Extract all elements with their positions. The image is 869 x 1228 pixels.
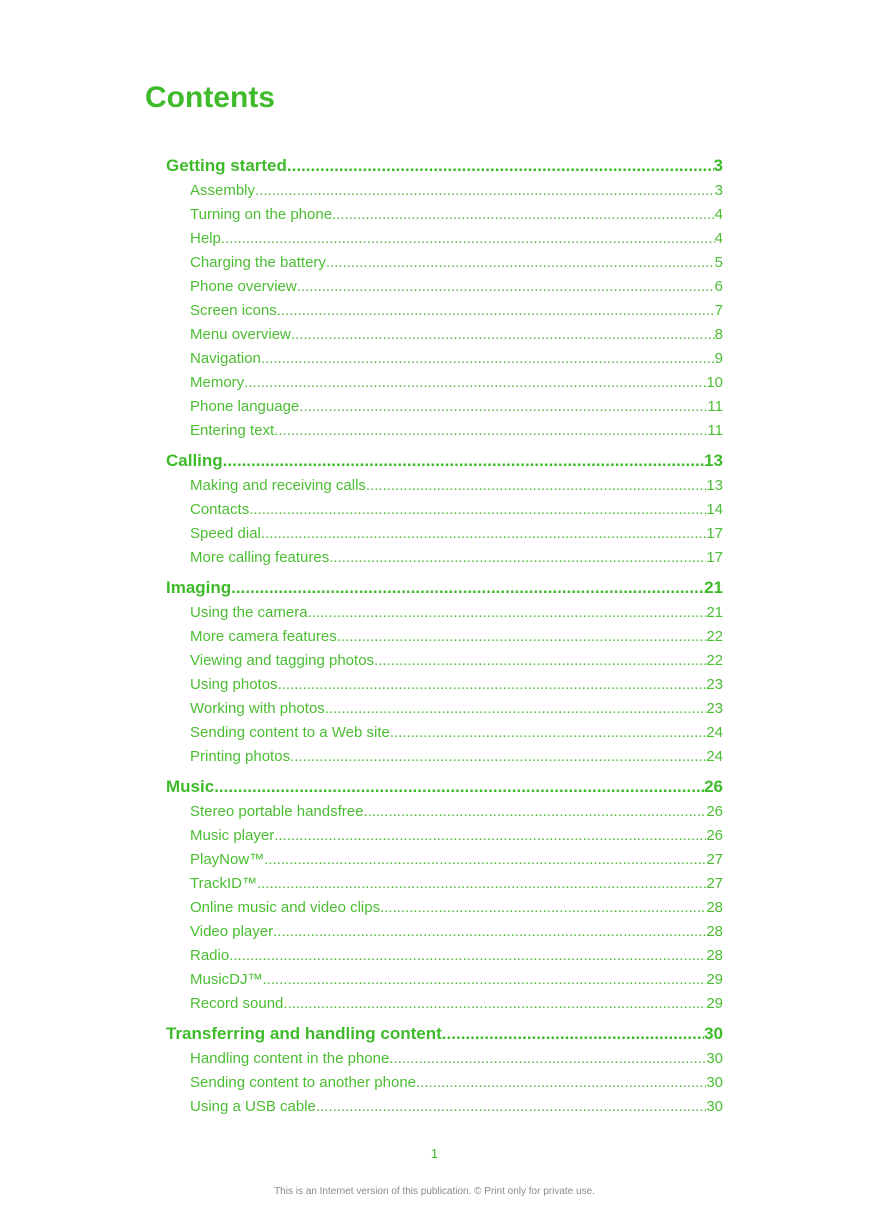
toc-section-heading[interactable] [166,1023,723,1045]
entry-title: Speed dial [190,525,261,542]
section-title: Imaging [166,578,232,597]
dot-leader [389,1047,706,1071]
dot-leader [380,896,706,920]
toc-section [166,155,723,443]
dot-leader [329,546,706,570]
entry-page-number: 24 [706,748,723,765]
entry-page-number: 7 [714,302,723,319]
section-page-number: 21 [704,578,723,597]
toc-section [166,577,723,769]
dot-leader [261,347,715,371]
dot-leader [316,1095,706,1119]
entry-page-number: 11 [707,422,723,439]
dot-leader [273,920,706,944]
section-page-number: 13 [704,451,723,470]
entry-title: Entering text [190,422,275,439]
entry-page-number: 21 [706,604,723,621]
toc-entry[interactable] [166,395,723,419]
entry-title: Charging the battery [190,254,326,271]
toc-entry[interactable] [166,824,723,848]
entry-page-number: 24 [706,724,723,741]
entry-title: More calling features [190,549,330,566]
entry-title: Phone language [190,398,300,415]
entry-title: Using photos [190,676,278,693]
entry-title: Turning on the phone [190,206,333,223]
dot-leader [277,299,715,323]
toc-entry[interactable] [166,992,723,1016]
toc-entry[interactable] [166,944,723,968]
dot-leader [308,601,707,625]
entry-title: More camera features [190,628,337,645]
toc-entry[interactable] [166,1095,723,1119]
section-title: Music [166,777,215,796]
dot-leader [244,371,706,395]
toc-entry[interactable] [166,721,723,745]
entry-title: Online music and video clips [190,899,381,916]
entry-page-number: 9 [714,350,723,367]
dot-leader [442,1023,704,1045]
entry-page-number: 8 [714,326,723,343]
dot-leader [264,848,706,872]
toc-entry[interactable] [166,673,723,697]
entry-page-number: 3 [714,182,723,199]
dot-leader [374,649,706,673]
dot-leader [283,992,706,1016]
dot-leader [291,323,715,347]
dot-leader [257,872,706,896]
toc-entry[interactable] [166,347,723,371]
entry-title: Contacts [190,501,250,518]
entry-title: Record sound [190,995,284,1012]
entry-page-number: 5 [714,254,723,271]
entry-page-number: 27 [706,875,723,892]
entry-title: Navigation [190,350,261,367]
section-title: Calling [166,451,223,470]
entry-page-number: 4 [714,206,723,223]
dot-leader [274,824,706,848]
entry-title: MusicDJ™ [190,971,263,988]
toc-entry[interactable] [166,546,723,570]
dot-leader [363,800,706,824]
toc-entry[interactable] [166,649,723,673]
toc-entry[interactable] [166,745,723,769]
toc-entry[interactable] [166,251,723,275]
toc-section-heading[interactable] [166,155,723,177]
entry-page-number: 30 [706,1074,723,1091]
dot-leader [231,577,704,599]
dot-leader [337,625,707,649]
toc-entry[interactable] [166,227,723,251]
dot-leader [332,203,715,227]
toc-entry[interactable] [166,800,723,824]
entry-title: Sending content to another phone [190,1074,417,1091]
section-title: Getting started [166,156,287,175]
entry-page-number: 28 [706,923,723,940]
entry-page-number: 14 [706,501,723,518]
entry-title: Phone overview [190,278,297,295]
toc-section-heading[interactable] [166,577,723,599]
toc-entry[interactable] [166,299,723,323]
toc-entry[interactable] [166,179,723,203]
entry-title: Music player [190,827,275,844]
toc-entry[interactable] [166,498,723,522]
toc-entry[interactable] [166,474,723,498]
toc-entry[interactable] [166,275,723,299]
toc-entry[interactable] [166,1047,723,1071]
entry-title: Working with photos [190,700,325,717]
entry-title: Memory [190,374,245,391]
entry-title: Viewing and tagging photos [190,652,375,669]
toc-entry[interactable] [166,323,723,347]
entry-page-number: 17 [706,549,723,566]
entry-page-number: 26 [706,803,723,820]
toc-entry[interactable] [166,203,723,227]
dot-leader [290,745,706,769]
dot-leader [221,227,715,251]
dot-leader [261,522,706,546]
entry-title: Using the camera [190,604,308,621]
entry-page-number: 6 [714,278,723,295]
entry-page-number: 22 [706,652,723,669]
dot-leader [278,673,707,697]
entry-page-number: 4 [714,230,723,247]
dot-leader [366,474,706,498]
dot-leader [299,395,707,419]
dot-leader [223,450,704,472]
dot-leader [297,275,715,299]
entry-page-number: 30 [706,1050,723,1067]
entry-title: Menu overview [190,326,291,343]
section-page-number: 3 [713,156,723,175]
dot-leader [325,697,707,721]
toc-entry[interactable] [166,522,723,546]
entry-page-number: 11 [707,398,723,415]
entry-title: Handling content in the phone [190,1050,390,1067]
dot-leader [255,179,715,203]
entry-page-number: 10 [706,374,723,391]
table-of-contents [166,155,723,1126]
dot-leader [287,155,714,177]
entry-title: Stereo portable handsfree [190,803,364,820]
page-title: Contents [145,81,275,114]
entry-page-number: 28 [706,899,723,916]
toc-section [166,450,723,570]
toc-entry[interactable] [166,920,723,944]
entry-title: PlayNow™ [190,851,265,868]
entry-title: Making and receiving calls [190,477,366,494]
section-page-number: 26 [704,777,723,796]
entry-page-number: 29 [706,971,723,988]
entry-page-number: 13 [706,477,723,494]
toc-section-heading[interactable] [166,776,723,798]
dot-leader [229,944,706,968]
entry-title: Assembly [190,182,256,199]
toc-section [166,1023,723,1119]
dot-leader [390,721,706,745]
entry-page-number: 17 [706,525,723,542]
toc-entry[interactable] [166,371,723,395]
section-title: Transferring and handling content [166,1024,442,1043]
dot-leader [274,419,707,443]
entry-page-number: 22 [706,628,723,645]
entry-page-number: 28 [706,947,723,964]
entry-page-number: 30 [706,1098,723,1115]
dot-leader [214,776,704,798]
toc-entry[interactable] [166,848,723,872]
entry-page-number: 26 [706,827,723,844]
toc-entry[interactable] [166,697,723,721]
entry-page-number: 23 [706,700,723,717]
toc-section-heading[interactable] [166,450,723,472]
section-page-number: 30 [704,1024,723,1043]
toc-entry[interactable] [166,625,723,649]
toc-entry[interactable] [166,896,723,920]
entry-title: Radio [190,947,230,964]
toc-entry[interactable] [166,1071,723,1095]
page-number: 1 [430,1146,439,1161]
entry-title: Sending content to a Web site [190,724,390,741]
dot-leader [249,498,706,522]
entry-page-number: 29 [706,995,723,1012]
dot-leader [416,1071,706,1095]
entry-title: Help [190,230,221,247]
entry-title: Printing photos [190,748,291,765]
toc-entry[interactable] [166,419,723,443]
entry-title: Using a USB cable [190,1098,316,1115]
toc-entry[interactable] [166,968,723,992]
footer-note: This is an Internet version of this publication. © Print only for private use. [274,1186,595,1197]
entry-title: Screen icons [190,302,277,319]
dot-leader [263,968,707,992]
entry-title: Video player [190,923,274,940]
entry-page-number: 23 [706,676,723,693]
toc-entry[interactable] [166,872,723,896]
entry-title: TrackID™ [190,875,257,892]
toc-entry[interactable] [166,601,723,625]
entry-page-number: 27 [706,851,723,868]
dot-leader [326,251,715,275]
toc-section [166,776,723,1016]
